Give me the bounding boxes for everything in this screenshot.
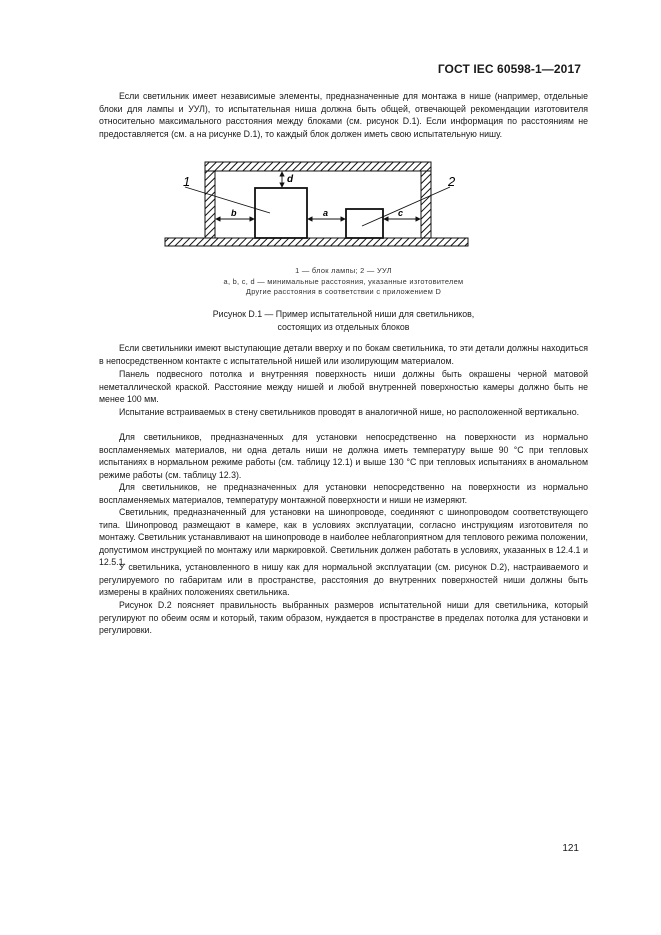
page-number: 121 — [562, 843, 579, 854]
intro-paragraph — [99, 90, 588, 140]
label-b: b — [231, 208, 237, 218]
figure-d1-diagram — [150, 150, 490, 260]
ceiling-panel — [165, 238, 468, 246]
paragraph-8: Рисунок D.2 поясняет правильность выбранных размеров испытательной ниши для светильника, который регулируют по обеим осям и который, таким образом, нуждается в пространстве в пределах потолка для установки и регулировки. — [99, 600, 588, 636]
figure-caption — [99, 308, 588, 333]
figure-legend — [99, 266, 588, 298]
niche-left-wall — [205, 171, 215, 238]
intro-text: Если светильник имеет независимые элементы, предназначенные для монтажа в нише (например, отдельные блоки для лампы и УУЛ), то испытательная ниша должна быть общей, отвечающей рекомендации изготовителя относительно максимального расстояния между блоками (см. рисунок D.1). Если информация по расстояниям не предоставляется (см. а на рисунке D.1), то каждый блок должен иметь свою испытательную нишу. — [99, 91, 588, 139]
paragraph-4: Для светильников, предназначенных для установки непосредственно на поверхности из нормально воспламеняемых материалов, ни одна деталь ниши не должна иметь температуру выше 90 °С при тепловых испытаниях в нормальном режиме работы (см. таблицу 12.1) и выше 130 °С при тепловых испытаниях в аномальном режиме работы (см. таблицу 12.3). — [99, 432, 588, 480]
figure-caption-line-1: Рисунок D.1 — Пример испытательной ниши для светильников, — [212, 309, 475, 319]
paragraph-5: Для светильников, не предназначенных для установки непосредственно на поверхности из нормально воспламеняемых материалов, температуру монтажной поверхности и ниши не измеряют. — [99, 482, 588, 505]
figure-caption-line-2: состоящих из отдельных блоков — [277, 321, 410, 332]
leader-2 — [362, 187, 450, 226]
label-2: 2 — [448, 174, 456, 189]
paragraph-7: У светильника, установленного в нишу как для нормальной эксплуатации (см. рисунок D.2), настраиваемого и регулируемого по габаритам или в пространстве, расстояния до внутренних поверхностей ниши должны быть измерены в крайних положениях светильника. — [99, 562, 588, 598]
legend-line-2: a, b, c, d — минимальные расстояния, указанные изготовителем — [223, 276, 464, 286]
label-d: d — [287, 174, 294, 185]
document-header: ГОСТ IEC 60598-1—2017 — [437, 62, 581, 76]
label-c: c — [398, 208, 404, 218]
niche-right-wall — [421, 171, 431, 238]
control-gear-block — [346, 209, 383, 238]
legend-line-1: 1 — блок лампы; 2 — УУЛ — [295, 266, 392, 275]
niche-top-wall — [205, 162, 431, 171]
paragraph-1: Если светильники имеют выступающие детали вверху и по бокам светильника, то эти детали должны находиться в непосредственном контакте с испытательной нишей или изолирующим материалом. — [99, 343, 588, 366]
paragraph-3: Испытание встраиваемых в стену светильников проводят в аналогичной нише, но расположенной вертикально. — [119, 407, 580, 417]
paragraph-2: Панель подвесного потолка и внутренняя поверхность ниши должны быть окрашены черной матовой неметаллической краской. Расстояние между нишей и любой внутренней поверхностью камеры должно быть не менее 100 мм. — [99, 369, 588, 405]
label-a: a — [323, 208, 329, 218]
legend-line-3: Другие расстояния в соответствии с приложением D — [245, 287, 442, 296]
label-1: 1 — [183, 174, 191, 189]
paragraph-6: Светильник, предназначенный для установки на шинопроводе, соединяют с шинопроводом соответствующего типа. Шинопровод размещают в камере, как в условиях эксплуатации, согласно инструкциям изготовителя по монтажу. Светильник устанавливают на шинопроводе в наиболее неблагоприятном для теплового режима положении, допустимом инструкцией по монтажу или маркировкой. Светильник должен работать в условиях, указанных в 12.4.1 и 12.5.1. — [99, 507, 588, 568]
lamp-block — [255, 188, 307, 238]
